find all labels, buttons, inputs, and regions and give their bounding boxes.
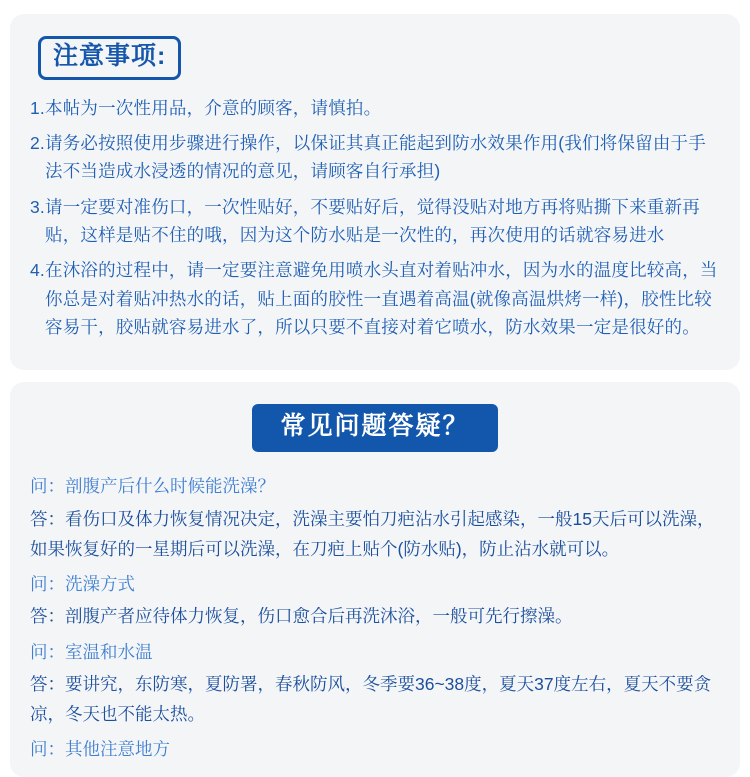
question-text: 室温和水温 — [65, 641, 153, 662]
answer-label: 答： — [30, 674, 65, 695]
faq-question — [30, 570, 720, 600]
note-text: 本帖为一次性用品，介意的顾客，请慎拍。 — [45, 97, 382, 118]
faq-answer — [30, 669, 720, 729]
faq-banner-wrap — [30, 404, 720, 452]
note-number: 1. — [30, 97, 45, 118]
question-text: 其他注意地方 — [65, 739, 170, 760]
note-text: 请一定要对准伤口，一次性贴好，不要贴好后，觉得没贴对地方再将贴撕下来重新再贴，这样是贴不住的哦，因为这个防水贴是一次性的，再次使用的话就容易进水 — [45, 196, 700, 245]
faq-question — [30, 472, 720, 502]
answer-label: 答： — [30, 508, 65, 529]
question-label: 问： — [30, 475, 65, 496]
answer-text: 看伤口及体力恢复情况决定，洗澡主要怕刀疤沾水引起感染，一般15天后可以洗澡，如果恢复好的一星期后可以洗澡，在刀疤上贴个(防水贴)，防止沾水就可以。 — [30, 508, 715, 559]
faq-item — [30, 638, 720, 730]
faq-answer — [30, 504, 720, 564]
list-item — [30, 94, 720, 122]
faq-item — [30, 735, 720, 765]
faq-item — [30, 570, 720, 632]
faq-answer — [30, 601, 720, 631]
faq-question — [30, 638, 720, 668]
notes-list — [30, 94, 720, 342]
faq-card — [10, 382, 740, 777]
faq-question — [30, 735, 720, 765]
note-text: 在沐浴的过程中，请一定要注意避免用喷水头直对着贴冲水，因为水的温度比较高，当你总是对着贴冲热水的话，贴上面的胶性一直遇着高温(就像高温烘烤一样)，胶性比较容易干，胶贴就容易进水了，所以只要不直接对着它喷水，防水效果一定是很好的。 — [45, 260, 718, 337]
question-label: 问： — [30, 641, 65, 662]
question-label: 问： — [30, 573, 65, 594]
question-text: 剖腹产后什么时候能洗澡？ — [65, 475, 275, 496]
answer-label: 答： — [30, 606, 65, 627]
note-number: 2. — [30, 132, 45, 153]
question-label: 问： — [30, 739, 65, 760]
answer-text: 剖腹产者应待体力恢复，伤口愈合后再洗沐浴，一般可先行擦澡。 — [65, 606, 573, 627]
faq-banner: 常见问题答疑？ — [252, 404, 497, 452]
notes-card — [10, 14, 740, 370]
notes-title: 注意事项: — [53, 42, 167, 70]
faq-item — [30, 472, 720, 564]
notes-title-box — [38, 36, 181, 80]
question-text: 洗澡方式 — [65, 573, 135, 594]
note-text: 请务必按照使用步骤进行操作，以保证其真正能起到防水效果作用(我们将保留由于手法不当造成水浸透的情况的意见，请顾客自行承担) — [45, 132, 706, 182]
list-item — [30, 256, 720, 341]
list-item — [30, 129, 720, 186]
answer-text: 要讲究，东防寒，夏防署，春秋防风，冬季要36~38度，夏天37度左右，夏天不要贪凉，冬天也不能太热。 — [30, 674, 712, 725]
note-number: 3. — [30, 196, 45, 217]
note-number: 4. — [30, 260, 45, 281]
list-item — [30, 193, 720, 250]
document-page — [0, 14, 750, 777]
